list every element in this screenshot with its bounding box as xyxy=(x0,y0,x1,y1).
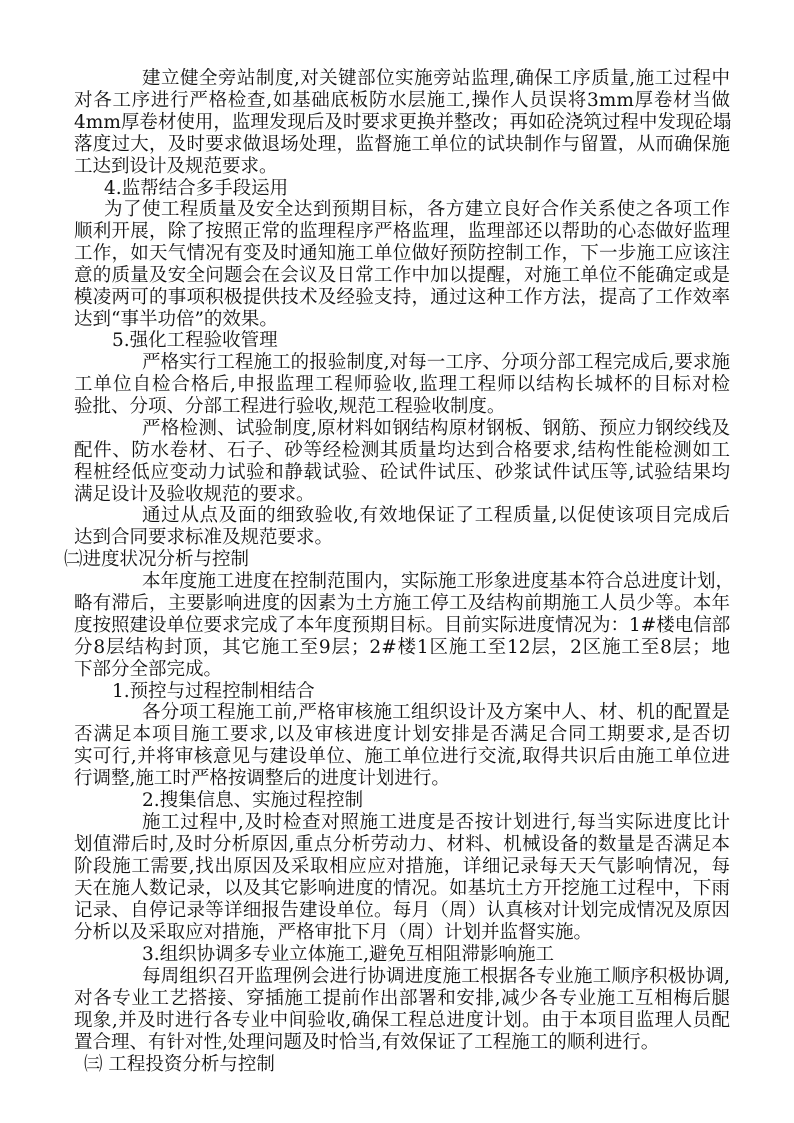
text-line: 配件、防水卷材、石子、砂等经检测其质量均达到合格要求,结构性能检测如工 xyxy=(74,440,730,461)
section-heading: 1.预控与过程控制相结合 xyxy=(112,681,315,702)
text-line: 工作，如天气情况有变及时通知施工单位做好预防控制工作，下一步施工应该注 xyxy=(74,243,730,264)
section-heading: ㈡进度状况分析与控制 xyxy=(64,549,250,570)
text-line: 每周组织召开监理例会进行协调进度施工根据各专业施工顺序积极协调, xyxy=(142,966,730,987)
text-line: 意的质量及安全问题会在会议及日常工作中加以提醒，对施工单位不能确定或是 xyxy=(74,265,730,286)
text-line: 实可行,并将审核意见与建设单位、施工单位进行交流,取得共识后由施工单位进 xyxy=(74,746,730,767)
text-line: 分析以及采取应对措施，严格审批下月（周）计划并监督实施。 xyxy=(74,922,593,943)
text-line: 工达到设计及规范要求。 xyxy=(74,156,278,177)
text-line: 天在施人数记录，以及其它影响进度的情况。如基坑土方开挖施工过程中，下雨 xyxy=(74,878,730,899)
text-line: 对各工序进行严格检查,如基础底板防水层施工,操作人员误将3mm厚卷材当做 xyxy=(74,90,730,111)
text-line: 对各专业工艺搭接、穿插施工提前作出部署和安排,减少各专业施工互相梅后腿 xyxy=(74,988,730,1009)
text-line: 工单位自检合格后,申报监理工程师验收,监理工程师以结构长城杯的目标对检 xyxy=(74,374,730,395)
text-line: 略有滞后，主要影响进度的因素为土方施工停工及结构前期施工人员少等。本年 xyxy=(74,593,730,614)
text-line: 置合理、有针对性,处理问题及时恰当,有效保证了工程施工的顺利进行。 xyxy=(74,1032,660,1053)
section-heading: 3.组织协调多专业立体施工,避免互相阻滞影响施工 xyxy=(142,944,555,965)
text-line: 建立健全旁站制度,对关键部位实施旁站监理,确保工序质量,施工过程中 xyxy=(142,68,730,89)
text-line: 程桩经低应变动力试验和静载试验、砼试件试压、砂浆试件试压等,试验结果均 xyxy=(74,462,730,483)
text-line: 各分项工程施工前,严格审核施工组织设计及方案中人、材、机的配置是 xyxy=(142,702,730,723)
text-line: 模凌两可的事项积极提供技术及经验支持，通过这种工作方法，提高了工作效率 xyxy=(74,287,730,308)
text-line: 划值滞后时,及时分析原因,重点分析劳动力、材料、机械设备的数量是否满足本 xyxy=(74,834,730,855)
text-line: 分8层结构封顶，其它施工至9层；2#楼1区施工至12层，2区施工至8层；地 xyxy=(74,637,730,658)
text-line: 达到合同要求标准及规范要求。 xyxy=(74,527,334,548)
text-line: 现象,并及时进行各专业中间验收,确保工程总进度计划。由于本项目监理人员配 xyxy=(74,1010,730,1031)
text-line: 达到“事半功倍”的效果。 xyxy=(74,309,278,330)
section-heading: ㈢ 工程投资分析与控制 xyxy=(84,1054,275,1075)
text-line: 度按照建设单位要求完成了本年度预期目标。目前实际进度情况为：1#楼电信部 xyxy=(74,615,731,636)
text-line: 严格实行工程施工的报验制度,对每一工序、分项分部工程完成后,要求施 xyxy=(142,352,730,373)
text-line: 否满足本项目施工要求,以及审核进度计划安排是否满足合同工期要求,是否切 xyxy=(74,724,730,745)
text-line: 落度过大，及时要求做退场处理，监督施工单位的试块制作与留置，从而确保施 xyxy=(74,134,730,155)
text-line: 4mm厚卷材使用，监理发现后及时要求更换并整改；再如砼浇筑过程中发现砼塌 xyxy=(74,112,732,133)
text-line: 阶段施工需要,找出原因及采取相应应对措施，详细记录每天天气影响情况，每 xyxy=(74,856,730,877)
text-line: 施工过程中,及时检查对照施工进度是否按计划进行,每当实际进度比计 xyxy=(142,812,730,833)
text-line: 本年度施工进度在控制范围内，实际施工形象进度基本符合总进度计划， xyxy=(142,571,735,592)
section-heading: 5.强化工程验收管理 xyxy=(112,330,278,351)
text-line: 严格检测、试验制度,原材料如钢结构原材钢板、钢筋、预应力钢绞线及 xyxy=(142,418,730,439)
section-heading: 4.监帮结合多手段运用 xyxy=(104,178,289,199)
text-line: 为了使工程质量及安全达到预期目标，各方建立良好合作关系使之各项工作 xyxy=(104,199,730,220)
text-line: 行调整,施工时严格按调整后的进度计划进行。 xyxy=(74,768,450,789)
text-line: 下部分全部完成。 xyxy=(74,659,223,680)
text-line: 记录、自停记录等详细报告建设单位。每月（周）认真核对计划完成情况及原因 xyxy=(74,900,730,921)
text-line: 顺利开展，除了按照正常的监理程序严格监理，监理部还以帮助的心态做好监理 xyxy=(74,221,730,242)
section-heading: 2.搜集信息、实施过程控制 xyxy=(142,790,364,811)
text-line: 通过从点及面的细致验收,有效地保证了工程质量,以促使该项目完成后 xyxy=(142,505,730,526)
text-line: 满足设计及验收规范的要求。 xyxy=(74,484,315,505)
text-line: 验批、分项、分部工程进行验收,规范工程验收制度。 xyxy=(74,396,506,417)
